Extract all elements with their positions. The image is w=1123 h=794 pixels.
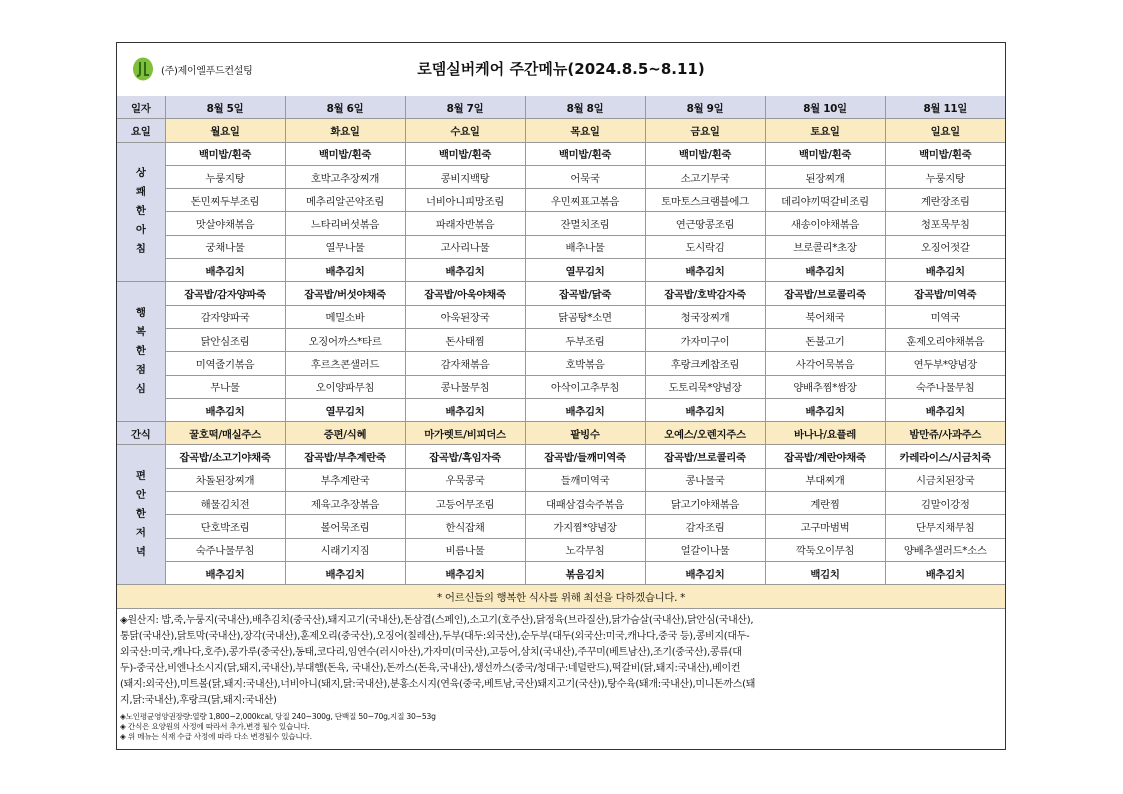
- snack-cell: 꿀호떡/매실주스: [165, 422, 285, 445]
- dinner-label-char: 저: [135, 527, 146, 540]
- lunch-label-char: 한: [135, 345, 146, 358]
- menu-sheet: [116, 42, 1006, 750]
- menu-item: 오이양파무침: [285, 375, 405, 398]
- date-cell: 8월 10일: [765, 96, 885, 119]
- menu-item: 백미밥/흰죽: [885, 142, 1005, 165]
- menu-item: 열무김치: [285, 398, 405, 421]
- menu-item: 어묵국: [525, 165, 645, 188]
- menu-item: 아삭이고추무침: [525, 375, 645, 398]
- menu-item: 미역줄기볶음: [165, 352, 285, 375]
- date-cell: 8월 11일: [885, 96, 1005, 119]
- page-title: 로뎀실버케어 주간메뉴(2024.8.5~8.11): [417, 60, 705, 78]
- origin-line: 지,닭:국내산),후랑크(닭,돼지:국내산): [120, 695, 277, 706]
- menu-item: 잡곡밥/호박감자죽: [645, 282, 765, 305]
- note-nutrition: ◈노인평균영양권장량:열량 1,800~2,000kcal, 당질 240~300g, 단백질 50~70g,지질 30~53g: [120, 712, 436, 721]
- note-snack: ◈ 간식은 요양원의 사정에 따라서 추가,변경 될수 있습니다.: [120, 722, 310, 731]
- origin-info: [120, 613, 1000, 709]
- menu-item: 호박고추장찌개: [285, 165, 405, 188]
- sheet-header: [117, 43, 1005, 97]
- weekday-cell: 화요일: [285, 119, 405, 142]
- menu-item: 청국장찌개: [645, 305, 765, 328]
- menu-item: 브로콜리*초장: [765, 235, 885, 258]
- dinner-label-char: 녁: [135, 546, 146, 559]
- menu-item: 궁채나물: [165, 235, 285, 258]
- dinner-label-char: 한: [135, 508, 146, 521]
- breakfast-label-char: 쾌: [135, 186, 146, 199]
- date-cell: 8월 9일: [645, 96, 765, 119]
- snack-cell: 증편/식혜: [285, 422, 405, 445]
- menu-item: 감자채볶음: [405, 352, 525, 375]
- menu-item: 가지찜*양념장: [525, 515, 645, 538]
- date-header: 일자: [117, 96, 165, 119]
- menu-item: 얼갈이나물: [645, 538, 765, 561]
- menu-item: 콩나물국: [645, 468, 765, 491]
- menu-item: 잡곡밥/브로콜리죽: [765, 282, 885, 305]
- menu-item: 잡곡밥/브로콜리죽: [645, 445, 765, 468]
- menu-item: 아욱된장국: [405, 305, 525, 328]
- menu-item: 미역국: [885, 305, 1005, 328]
- menu-item: 잡곡밥/아욱야채죽: [405, 282, 525, 305]
- menu-item: 김말이강정: [885, 492, 1005, 515]
- menu-item: 백미밥/흰죽: [645, 142, 765, 165]
- menu-item: 단무지채무침: [885, 515, 1005, 538]
- menu-item: 잡곡밥/들깨미역죽: [525, 445, 645, 468]
- weekday-cell: 토요일: [765, 119, 885, 142]
- menu-item: 훈제오리야채볶음: [885, 328, 1005, 351]
- menu-item: 우민찌표고볶음: [525, 189, 645, 212]
- note-menu-change: ◈ 위 메뉴는 식재 수급 사정에 따라 다소 변경될수 있습니다.: [120, 732, 312, 741]
- menu-item: 부대찌개: [765, 468, 885, 491]
- menu-item: 파래자반볶음: [405, 212, 525, 235]
- snack-cell: 밤만쥬/사과주스: [885, 422, 1005, 445]
- menu-item: 배추김치: [405, 561, 525, 584]
- menu-item: 오징어까스*타르: [285, 328, 405, 351]
- origin-footer: [117, 609, 1005, 749]
- lunch-label-char: 심: [135, 383, 146, 396]
- origin-line: (돼지:외국산),미트볼(닭,돼지:국내산),너비아니(돼지,닭:국내산),분홍소시지(연육(중국,베트남,국산)돼지고기(국산)),탕수육(돼개:국내산),미니돈까스(돼: [120, 679, 756, 690]
- menu-item: 돈민찌두부조림: [165, 189, 285, 212]
- menu-item: 배추김치: [525, 398, 645, 421]
- menu-item: 연두부*양념장: [885, 352, 1005, 375]
- menu-item: 메밀소바: [285, 305, 405, 328]
- menu-item: 양배추찜*쌈장: [765, 375, 885, 398]
- snack-cell: 팥빙수: [525, 422, 645, 445]
- menu-item: 도토리묵*양념장: [645, 375, 765, 398]
- menu-item: 단호박조림: [165, 515, 285, 538]
- dinner-label-char: 편: [135, 470, 146, 483]
- menu-item: 카레라이스/시금치죽: [885, 445, 1005, 468]
- menu-item: 북어채국: [765, 305, 885, 328]
- lunch-label-char: 행: [135, 307, 146, 320]
- menu-item: 닭곰탕*소면: [525, 305, 645, 328]
- menu-item: 배추김치: [765, 259, 885, 282]
- menu-item: 돈불고기: [765, 328, 885, 351]
- menu-item: 노각무침: [525, 538, 645, 561]
- menu-item: 무나물: [165, 375, 285, 398]
- menu-item: 가자미구이: [645, 328, 765, 351]
- snack-cell: 마가렛트/비피더스: [405, 422, 525, 445]
- weekday-cell: 일요일: [885, 119, 1005, 142]
- menu-item: 오징어젓갈: [885, 235, 1005, 258]
- menu-item: 배추김치: [645, 259, 765, 282]
- menu-item: 잡곡밥/미역죽: [885, 282, 1005, 305]
- menu-item: 배추김치: [285, 561, 405, 584]
- menu-item: 고구마범벅: [765, 515, 885, 538]
- menu-item: 너비아니피망조림: [405, 189, 525, 212]
- menu-item: 볼어묵조림: [285, 515, 405, 538]
- menu-item: 숙주나물무침: [165, 538, 285, 561]
- menu-item: 느타리버섯볶음: [285, 212, 405, 235]
- menu-item: 누룽지탕: [885, 165, 1005, 188]
- weekday-cell: 월요일: [165, 119, 285, 142]
- menu-item: 볶음김치: [525, 561, 645, 584]
- weekday-header: 요일: [117, 119, 165, 142]
- menu-item: 깍둑오이무침: [765, 538, 885, 561]
- date-cell: 8월 6일: [285, 96, 405, 119]
- menu-item: 연근땅콩조림: [645, 212, 765, 235]
- menu-item: 새송이야채볶음: [765, 212, 885, 235]
- menu-item: 사각어묵볶음: [765, 352, 885, 375]
- menu-item: 도시락김: [645, 235, 765, 258]
- menu-item: 차돌된장찌개: [165, 468, 285, 491]
- menu-item: 배추김치: [885, 561, 1005, 584]
- lunch-label: [117, 282, 165, 422]
- menu-item: 한식잡채: [405, 515, 525, 538]
- breakfast-label: [117, 142, 165, 282]
- menu-item: 백미밥/흰죽: [765, 142, 885, 165]
- menu-item: 고등어무조림: [405, 492, 525, 515]
- menu-item: 배추김치: [645, 398, 765, 421]
- menu-item: 백김치: [765, 561, 885, 584]
- menu-item: 제육고추장볶음: [285, 492, 405, 515]
- menu-item: 데리야끼떡갈비조림: [765, 189, 885, 212]
- snack-cell: 오예스/오렌지주스: [645, 422, 765, 445]
- menu-item: 누룽지탕: [165, 165, 285, 188]
- menu-item: 메추리알곤약조림: [285, 189, 405, 212]
- origin-line: ◈원산지: 밥,죽,누룽지(국내산),배추김치(중국산),돼지고기(국내산),돈삼겹(스페인),소고기(호주산),닭정육(브라질산),닭가슴살(국내산),닭안심(국내산),: [120, 615, 754, 626]
- menu-item: 토마토스크램블에그: [645, 189, 765, 212]
- menu-item: 백미밥/흰죽: [405, 142, 525, 165]
- menu-item: 배추김치: [885, 259, 1005, 282]
- dinner-label-char: 안: [135, 489, 146, 502]
- menu-item: 후랑크케찹조림: [645, 352, 765, 375]
- menu-item: 잔멸치조림: [525, 212, 645, 235]
- menu-item: 배추김치: [885, 398, 1005, 421]
- menu-item: 닭고기야채볶음: [645, 492, 765, 515]
- menu-item: 잡곡밥/부추계란죽: [285, 445, 405, 468]
- menu-item: 소고기무국: [645, 165, 765, 188]
- menu-item: 콩비지백탕: [405, 165, 525, 188]
- menu-item: 감자양파국: [165, 305, 285, 328]
- menu-item: 배추김치: [165, 259, 285, 282]
- menu-item: 잡곡밥/소고기야채죽: [165, 445, 285, 468]
- menu-item: 열무김치: [525, 259, 645, 282]
- menu-item: 후르츠콘샐러드: [285, 352, 405, 375]
- menu-item: 해물김치전: [165, 492, 285, 515]
- menu-item: 백미밥/흰죽: [165, 142, 285, 165]
- company-name: (주)제이엘푸드컨설팅: [161, 66, 253, 77]
- breakfast-label-char: 아: [135, 224, 146, 237]
- menu-item: 잡곡밥/감자양파죽: [165, 282, 285, 305]
- menu-item: 계란장조림: [885, 189, 1005, 212]
- menu-item: 배추김치: [405, 398, 525, 421]
- menu-item: 배추나물: [525, 235, 645, 258]
- menu-item: 잡곡밥/계란야채죽: [765, 445, 885, 468]
- date-cell: 8월 7일: [405, 96, 525, 119]
- weekday-cell: 목요일: [525, 119, 645, 142]
- menu-item: 두부조림: [525, 328, 645, 351]
- menu-item: 백미밥/흰죽: [525, 142, 645, 165]
- menu-item: 콩나물무침: [405, 375, 525, 398]
- menu-item: 감자조림: [645, 515, 765, 538]
- menu-item: 고사리나물: [405, 235, 525, 258]
- weekday-cell: 금요일: [645, 119, 765, 142]
- weekday-cell: 수요일: [405, 119, 525, 142]
- menu-item: 배추김치: [165, 561, 285, 584]
- menu-item: 배추김치: [645, 561, 765, 584]
- menu-item: 부추계란국: [285, 468, 405, 491]
- origin-line: 두)-중국산,비엔나소시지(닭,돼지,국내산),부대햄(돈육, 국내산),돈까스(돈육,국내산),생선까스(중국/청대구:네덜란드),떡갈비(닭,돼지:국내산),베이컨: [120, 663, 741, 674]
- snack-cell: 바나나/요플레: [765, 422, 885, 445]
- menu-item: 계란찜: [765, 492, 885, 515]
- origin-line: 통닭(국내산),닭토막(국내산),장각(국내산),훈제오리(중국산),오징어(칠레산),두부(대두:외국산),순두부(대두(외국산:미국,캐나다,중국 등),콩비지(대두-: [120, 631, 750, 642]
- menu-item: 비름나물: [405, 538, 525, 561]
- dinner-label: [117, 445, 165, 585]
- menu-item: 배추김치: [165, 398, 285, 421]
- menu-item: 돈사태찜: [405, 328, 525, 351]
- menu-item: 닭안심조림: [165, 328, 285, 351]
- menu-item: 시금치된장국: [885, 468, 1005, 491]
- slogan-banner: * 어르신들의 행복한 식사를 위해 최선을 다하겠습니다. *: [117, 585, 1005, 608]
- menu-item: 된장찌개: [765, 165, 885, 188]
- menu-item: 배추김치: [765, 398, 885, 421]
- menu-item: 호박볶음: [525, 352, 645, 375]
- menu-item: 배추김치: [405, 259, 525, 282]
- weekly-menu-table: [117, 96, 1005, 609]
- breakfast-label-char: 침: [135, 243, 146, 256]
- menu-item: 대패삼겹숙주볶음: [525, 492, 645, 515]
- snack-header: 간식: [117, 422, 165, 445]
- menu-item: 우묵콩국: [405, 468, 525, 491]
- breakfast-label-char: 한: [135, 205, 146, 218]
- lunch-label-char: 점: [135, 364, 146, 377]
- lunch-label-char: 복: [135, 326, 146, 339]
- menu-item: 잡곡밥/닭죽: [525, 282, 645, 305]
- menu-item: 들깨미역국: [525, 468, 645, 491]
- origin-line: 외국산:미국,캐나다,호주),콩가루(중국산),동태,코다리,임연수(러시아산),가자미(미국산),고등어,삼치(국내산),주꾸미(베트남산),조기(중국산),콩류(대: [120, 647, 742, 658]
- menu-item: 백미밥/흰죽: [285, 142, 405, 165]
- date-cell: 8월 5일: [165, 96, 285, 119]
- date-cell: 8월 8일: [525, 96, 645, 119]
- breakfast-label-char: 상: [135, 167, 146, 180]
- menu-item: 숙주나물무침: [885, 375, 1005, 398]
- menu-item: 열무나물: [285, 235, 405, 258]
- menu-item: 시래기지짐: [285, 538, 405, 561]
- menu-item: 맛살야채볶음: [165, 212, 285, 235]
- menu-item: 잡곡밥/버섯야채죽: [285, 282, 405, 305]
- menu-item: 배추김치: [285, 259, 405, 282]
- menu-item: 잡곡밥/흑임자죽: [405, 445, 525, 468]
- menu-item: 양배추샐러드*소스: [885, 538, 1005, 561]
- menu-item: 청포묵무침: [885, 212, 1005, 235]
